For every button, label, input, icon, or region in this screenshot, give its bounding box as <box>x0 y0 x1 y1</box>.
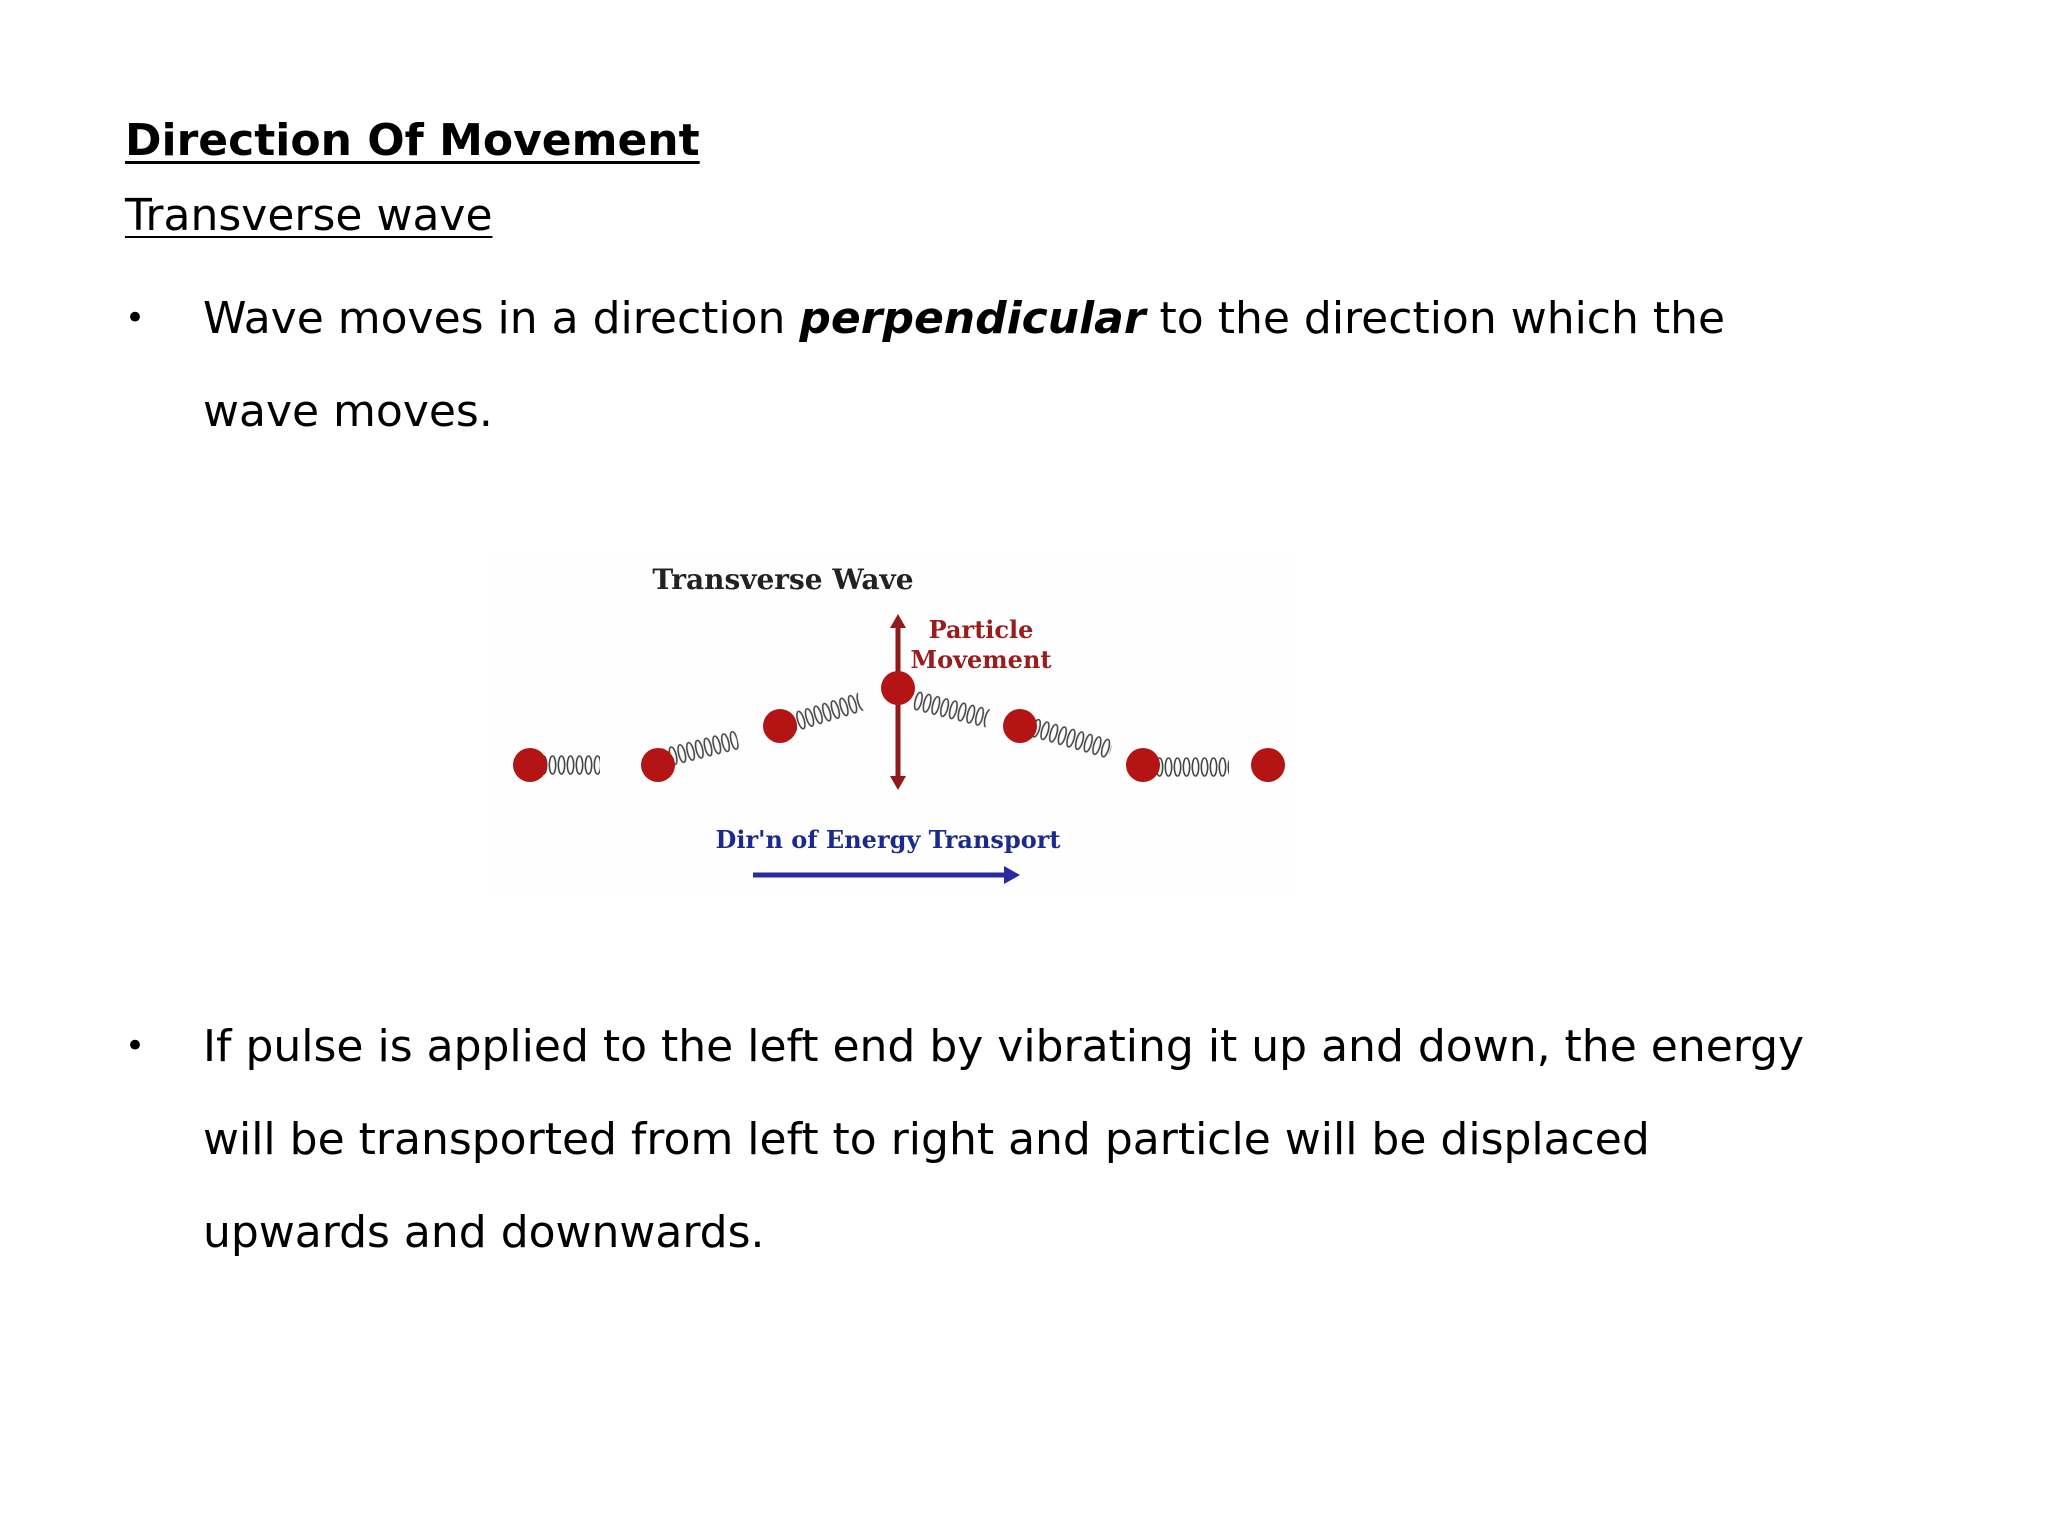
slide-title: Direction Of Movement <box>125 115 700 166</box>
bullet-dot: • <box>125 298 146 338</box>
energy-arrow <box>753 866 1020 884</box>
transverse-wave-figure <box>488 552 1296 894</box>
energy-label: Dir'n of Energy Transport <box>715 825 1061 854</box>
particle-2 <box>641 748 675 782</box>
emphasis-word: perpendicular <box>799 293 1146 344</box>
particle-6 <box>1126 748 1160 782</box>
bullet-dot: • <box>125 1026 146 1066</box>
bullet-text-end: to the direction which the wave moves. <box>203 293 1726 437</box>
particle-label-line1: Particle <box>928 615 1034 644</box>
spring-4 <box>912 690 991 728</box>
bullet-item-1 <box>125 272 1825 458</box>
particle-1 <box>513 748 547 782</box>
spring-5 <box>1029 717 1113 759</box>
bullet-text <box>203 272 1825 458</box>
wave-diagram <box>488 552 1296 894</box>
particle-5 <box>1003 709 1037 743</box>
bullet-text: If pulse is applied to the left end by vibrating it up and down, the energy will be transported from left to right and particle will be displaced upwards and downwards. <box>203 1021 1805 1258</box>
bullet-item-2 <box>125 1000 1825 1279</box>
figure-title: Transverse Wave <box>652 563 914 596</box>
particle-7 <box>1251 748 1285 782</box>
particle-4 <box>881 671 915 705</box>
bullet-text-start: Wave moves in a direction <box>203 293 800 344</box>
particle-3 <box>763 709 797 743</box>
slide-subtitle: Transverse wave <box>125 190 493 241</box>
springs <box>530 690 1229 777</box>
particle-label-line2: Movement <box>910 645 1052 674</box>
spring-6 <box>1155 757 1229 777</box>
